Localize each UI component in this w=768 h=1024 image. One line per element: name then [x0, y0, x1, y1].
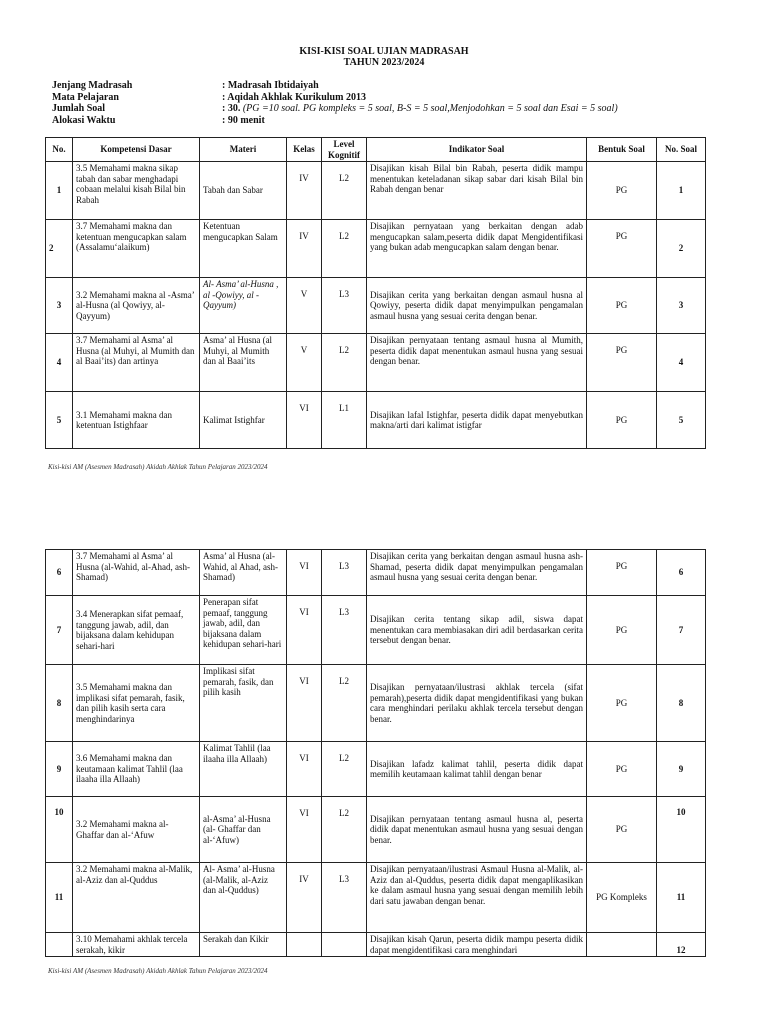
cell-kompetensi: 3.7 Memahami al Asma’ al Husna (al Muhyi, al Mumith dan al Baai’its) dan artinya — [73, 334, 200, 392]
column-header: Indikator Soal — [367, 138, 587, 162]
cell-materi: Asma’ al Husna (al-Wahid, al Ahad, ash-Shamad) — [200, 550, 287, 596]
table-row — [46, 392, 706, 449]
cell-indikator: Disajikan pernyataan yang berkaitan dengan adab mengucapkan salam,peserta didik dapat Mengidentifikasi yang bukan adab mengucapkan salam dengan benar. — [367, 220, 587, 278]
cell-no-soal: 12 — [657, 933, 706, 957]
cell-bentuk: PG — [587, 220, 657, 278]
cell-indikator: Disajikan pernyataan tentang asmaul husna al, peserta didik dapat menentukan asmaul husna yang sesuai dengan benar. — [367, 797, 587, 863]
cell-indikator: Disajikan kisah Qarun, peserta didik mampu peserta didik dapat mengidentifikasi cara menghindari — [367, 933, 587, 957]
table-row — [46, 162, 706, 220]
column-header: No. Soal — [657, 138, 706, 162]
cell-no: 2 — [46, 220, 73, 278]
cell-bentuk: PG — [587, 596, 657, 665]
cell-level: L3 — [322, 550, 367, 596]
cell-kompetensi: 3.5 Memahami makna dan implikasi sifat pemarah, fasik, dan pilih kasih serta cara menghindarinya — [73, 665, 200, 742]
meta-row — [52, 115, 618, 127]
cell-level: L3 — [322, 278, 367, 334]
meta-value: : Madrasah Ibtidaiyah — [222, 80, 319, 91]
column-header: Kelas — [287, 138, 322, 162]
page-footer: Kisi-kisi AM (Asesmen Madrasah) Akidah Akhlak Tahun Pelajaran 2023/2024 — [48, 463, 268, 471]
cell-bentuk: PG — [587, 742, 657, 797]
cell-bentuk: PG — [587, 334, 657, 392]
cell-kompetensi: 3.1 Memahami makna dan ketentuan Istighfaar — [73, 392, 200, 449]
cell-kompetensi: 3.6 Memahami makna dan keutamaan kalimat Tahlil (laa ilaaha illa Allaah) — [73, 742, 200, 797]
kisi-kisi-table-page-1 — [45, 137, 706, 449]
meta-key: Mata Pelajaran — [52, 91, 119, 103]
cell-level: L2 — [322, 742, 367, 797]
cell-level — [322, 933, 367, 957]
cell-kompetensi: 3.2 Memahami makna al-Malik, al-Aziz dan al-Quddus — [73, 863, 200, 933]
cell-materi: Asma’ al Husna (al Muhyi, al Mumith dan al Baai’its — [200, 334, 287, 392]
cell-no-soal: 3 — [657, 278, 706, 334]
cell-bentuk: PG — [587, 550, 657, 596]
table-row — [46, 278, 706, 334]
cell-kelas: VI — [287, 596, 322, 665]
page-footer: Kisi-kisi AM (Asesmen Madrasah) Akidah Akhlak Tahun Pelajaran 2023/2024 — [48, 967, 268, 975]
cell-kelas: IV — [287, 162, 322, 220]
meta-key: Jenjang Madrasah — [52, 80, 133, 91]
cell-indikator: Disajikan cerita yang berkaitan dengan asmaul husna al Qowiyy, peserta didik dapat menyimpulkan pengamalan asmaul husna yang sesuai cerita dengan benar. — [367, 278, 587, 334]
cell-kompetensi: 3.10 Memahami akhlak tercela serakah, kikir — [73, 933, 200, 957]
column-header: Level Kognitif — [322, 138, 367, 162]
cell-kompetensi: 3.2 Memahami makna al -Asma’ al-Husna (al Qowiyy, al-Qayyum) — [73, 278, 200, 334]
cell-materi: Al- Asma’ al-Husna , al -Qowiyy, al -Qayyum) — [200, 278, 287, 334]
cell-no: 7 — [46, 596, 73, 665]
cell-kelas: VI — [287, 392, 322, 449]
page-title: KISI-KISI SOAL UJIAN MADRASAH — [299, 46, 469, 57]
cell-materi: al-Asma’ al-Husna (al- Ghaffar dan al-‘Afuw) — [200, 797, 287, 863]
cell-materi: Al- Asma’ al-Husna (al-Malik, al-Aziz dan al-Quddus) — [200, 863, 287, 933]
cell-kelas: VI — [287, 550, 322, 596]
cell-kompetensi: 3.4 Menerapkan sifat pemaaf, tanggung jawab, adil, dan bijaksana dalam kehidupan sehari-hari — [73, 596, 200, 665]
cell-no-soal: 4 — [657, 334, 706, 392]
cell-level: L2 — [322, 797, 367, 863]
cell-no: 9 — [46, 742, 73, 797]
cell-kelas: IV — [287, 220, 322, 278]
table-row — [46, 797, 706, 863]
cell-level: L2 — [322, 334, 367, 392]
table-row — [46, 933, 706, 957]
table-row — [46, 863, 706, 933]
cell-no-soal: 11 — [657, 863, 706, 933]
cell-no: 4 — [46, 334, 73, 392]
meta-value: : 90 menit — [222, 114, 265, 126]
cell-indikator: Disajikan cerita yang berkaitan dengan asmaul husna ash-Shamad, peserta didik dapat menyimpulkan pengamalan asmaul husna yang sesuai cerita dengan benar. — [367, 550, 587, 596]
cell-indikator: Disajikan pernyataan/ilustrasi akhlak tercela (sifat pemarah),peserta didik dapat mengidentifikasi yang bukan cara menghindari perilaku akhlak tercela tersebut dengan benar. — [367, 665, 587, 742]
cell-kelas: V — [287, 334, 322, 392]
meta-block — [52, 80, 618, 126]
cell-bentuk: PG — [587, 392, 657, 449]
cell-materi: Kalimat Istighfar — [200, 392, 287, 449]
cell-materi: Kalimat Tahlil (laa ilaaha illa Allaah) — [200, 742, 287, 797]
cell-kompetensi: 3.7 Memahami al Asma’ al Husna (al-Wahid, al-Ahad, ash-Shamad) — [73, 550, 200, 596]
cell-kompetensi: 3.7 Memahami makna dan ketentuan mengucapkan salam (Assalamu‘alaikum) — [73, 220, 200, 278]
meta-value: : 30. (PG =10 soal. PG kompleks = 5 soal, B-S = 5 soal,Menjodohkan = 5 soal dan Esai = 5 soal) — [222, 103, 618, 114]
meta-key: Jumlah Soal — [52, 103, 106, 114]
table-row — [46, 220, 706, 278]
cell-kompetensi: 3.2 Memahami makna al-Ghaffar dan al-‘Afuw — [73, 797, 200, 863]
column-header: Kompetensi Dasar — [73, 138, 200, 162]
cell-no-soal: 2 — [657, 220, 706, 278]
cell-materi: Penerapan sifat pemaaf, tanggung jawab, adil, dan bijaksana dalam kehidupan sehari-hari — [200, 596, 287, 665]
table-row — [46, 550, 706, 596]
cell-no: 6 — [46, 550, 73, 596]
cell-no-soal: 5 — [657, 392, 706, 449]
page-subtitle: TAHUN 2023/2024 — [343, 57, 425, 68]
cell-indikator: Disajikan pernyataan tentang asmaul husna al Mumith, peserta didik dapat menentukan asmaul husna yang sesuai dengan benar. — [367, 334, 587, 392]
cell-kelas — [287, 933, 322, 957]
cell-bentuk: PG — [587, 278, 657, 334]
cell-no: 3 — [46, 278, 73, 334]
meta-value: : Aqidah Akhlak Kurikulum 2013 — [222, 91, 366, 103]
cell-kelas: IV — [287, 863, 322, 933]
column-header: No. — [46, 138, 73, 162]
column-header: Materi — [200, 138, 287, 162]
table-header-row — [46, 138, 706, 162]
cell-kelas: VI — [287, 665, 322, 742]
cell-no — [46, 933, 73, 957]
cell-level: L3 — [322, 863, 367, 933]
meta-key: Alokasi Waktu — [52, 114, 116, 126]
cell-level: L2 — [322, 220, 367, 278]
cell-materi: Ketentuan mengucapkan Salam — [200, 220, 287, 278]
column-header: Bentuk Soal — [587, 138, 657, 162]
cell-level: L1 — [322, 392, 367, 449]
cell-bentuk: PG — [587, 162, 657, 220]
table-row — [46, 742, 706, 797]
cell-no-soal: 9 — [657, 742, 706, 797]
table-row — [46, 596, 706, 665]
cell-indikator: Disajikan kisah Bilal bin Rabah, peserta didik mampu menentukan keteladanan sikap sabar dari kisah Bilal bin Rabah dengan benar — [367, 162, 587, 220]
kisi-kisi-table-page-2 — [45, 549, 706, 957]
cell-materi: Serakah dan Kikir — [200, 933, 287, 957]
meta-note: (PG =10 soal. PG kompleks = 5 soal, B-S = 5 soal,Menjodohkan = 5 soal dan Esai = 5 soal) — [242, 103, 618, 114]
cell-no-soal: 6 — [657, 550, 706, 596]
cell-no: 10 — [46, 797, 73, 863]
cell-bentuk: PG Kompleks — [587, 863, 657, 933]
cell-level: L2 — [322, 162, 367, 220]
cell-materi: Tabah dan Sabar — [200, 162, 287, 220]
cell-no: 8 — [46, 665, 73, 742]
meta-row — [52, 103, 618, 115]
meta-row — [52, 92, 618, 104]
cell-no: 11 — [46, 863, 73, 933]
cell-no-soal: 10 — [657, 797, 706, 863]
cell-no-soal: 8 — [657, 665, 706, 742]
cell-kelas: VI — [287, 742, 322, 797]
table-row — [46, 665, 706, 742]
cell-bentuk: PG — [587, 665, 657, 742]
cell-indikator: Disajikan lafadz kalimat tahlil, peserta didik dapat memilih keutamaan kalimat tahlil dengan benar — [367, 742, 587, 797]
cell-indikator: Disajikan pernyataan/ilustrasi Asmaul Husna al-Malik, al-Aziz dan al-Quddus, peserta didik dapat mengaplikasikan ke dalam asmaul husna yang sesuai dengan memilih lebih dari satu jawaban dengan benar. — [367, 863, 587, 933]
table-row — [46, 334, 706, 392]
cell-materi: Implikasi sifat pemarah, fasik, dan pilih kasih — [200, 665, 287, 742]
cell-bentuk: PG — [587, 797, 657, 863]
meta-row — [52, 80, 618, 92]
cell-indikator: Disajikan cerita tentang sikap adil, siswa dapat menentukan cara membiasakan diri adil berdasarkan cerita tersebut dengan benar. — [367, 596, 587, 665]
cell-no: 5 — [46, 392, 73, 449]
cell-bentuk — [587, 933, 657, 957]
cell-kelas: V — [287, 278, 322, 334]
cell-kompetensi: 3.5 Memahami makna sikap tabah dan sabar menghadapi cobaan melalui kisah Bilal bin Rabah — [73, 162, 200, 220]
cell-no-soal: 7 — [657, 596, 706, 665]
cell-kelas: VI — [287, 797, 322, 863]
cell-no: 1 — [46, 162, 73, 220]
cell-level: L2 — [322, 665, 367, 742]
cell-no-soal: 1 — [657, 162, 706, 220]
cell-level: L3 — [322, 596, 367, 665]
cell-indikator: Disajikan lafal Istighfar, peserta didik dapat menyebutkan makna/arti dari kalimat istigfar — [367, 392, 587, 449]
